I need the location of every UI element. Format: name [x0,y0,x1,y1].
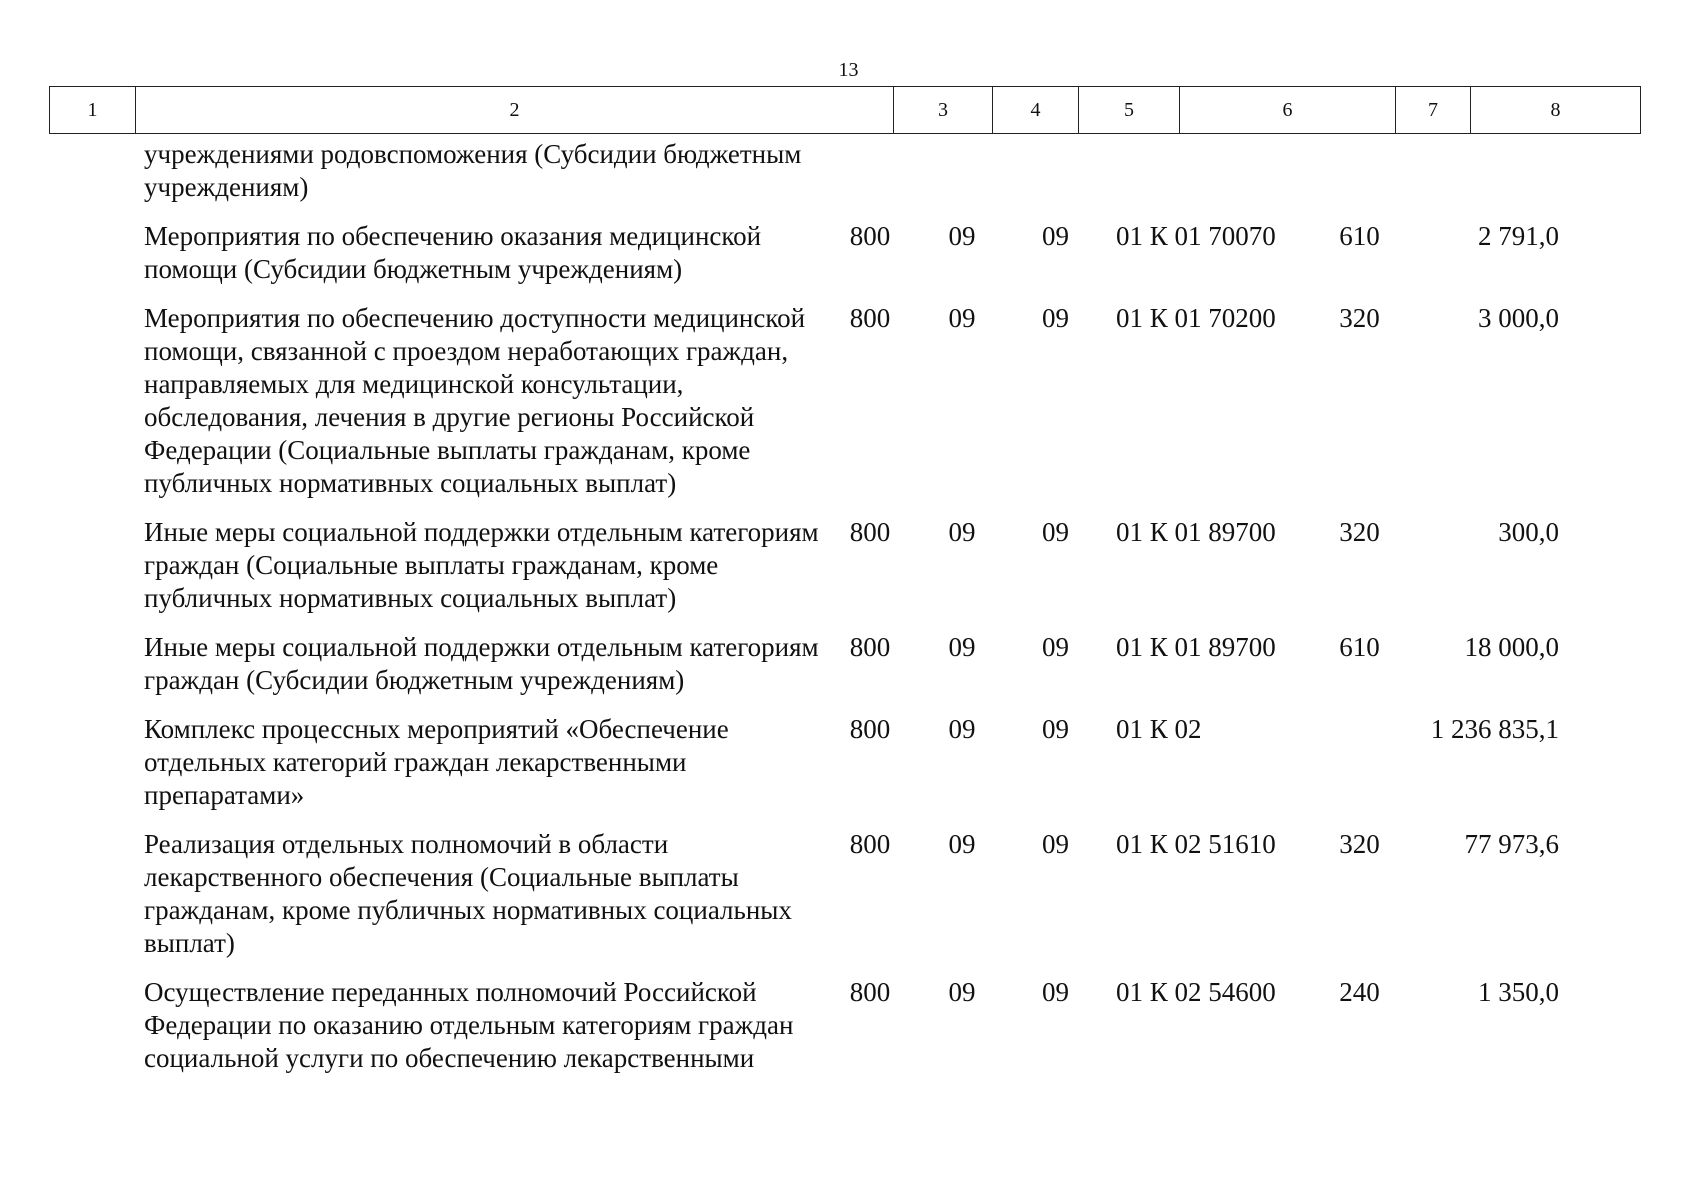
row-target-article [1106,138,1322,204]
row-section: 09 [948,977,976,1007]
row-description: учреждениями родовспоможения (Субсидии бюджетным учреждениям) [144,139,802,202]
table-row [49,220,1640,286]
row-ministry-code: 800 [849,517,891,547]
row-section [919,138,1005,204]
header-col-3: 3 [894,87,993,134]
row-description: Реализация отдельных полномочий в области лекарственного обеспечения (Социальные выплаты гражданам, кроме публичных нормативных социальных выплат) [144,829,792,958]
table-row [49,713,1640,812]
table-row [49,138,1640,204]
row-expense-type [1322,138,1397,204]
row-expense-type: 320 [1339,829,1380,859]
header-col-4: 4 [993,87,1079,134]
header-col-6: 6 [1180,87,1396,134]
table-row [49,631,1640,697]
row-expense-type: 610 [1339,632,1380,662]
table-row [49,976,1640,1075]
row-description: Мероприятия по обеспечению доступности медицинской помощи, связанной с проездом неработающих граждан, направляемых для медицинской консультации, обследования, лечения в другие регионы Российской Федерации (Социальные выплаты гражданам, кроме публичных нормативных социальных выплат) [144,303,806,498]
row-expense-type: 610 [1339,221,1380,251]
row-description: Мероприятия по обеспечению оказания медицинской помощи (Субсидии бюджетным учреждениям) [144,221,762,284]
row-section: 09 [948,221,976,251]
row-ministry-code: 800 [849,632,891,662]
row-ministry-code [821,138,919,204]
row-amount: 300,0 [1498,517,1559,547]
row-section: 09 [948,829,976,859]
row-subsection: 09 [1042,714,1069,744]
row-amount: 1 236 835,1 [1430,714,1559,744]
row-amount: 2 791,0 [1478,221,1559,251]
header-col-1: 1 [50,87,136,134]
row-subsection: 09 [1042,517,1069,547]
page-number: 13 [838,59,859,81]
row-expense-type: 320 [1339,303,1380,333]
row-description: Осуществление переданных полномочий Российской Федерации по оказанию отдельным категориям граждан социальной услуги по обеспечению лекарственными [144,977,794,1073]
row-target-article: 01 К 01 70070 [1116,221,1276,251]
header-col-5: 5 [1079,87,1180,134]
row-amount: 1 350,0 [1478,977,1559,1007]
row-description: Иные меры социальной поддержки отдельным категориям граждан (Социальные выплаты гражданам, кроме публичных нормативных социальных выплат) [144,517,819,613]
row-amount: 3 000,0 [1478,303,1559,333]
row-expense-type: 320 [1339,517,1380,547]
row-target-article: 01 К 01 70200 [1116,303,1276,333]
row-ministry-code: 800 [849,714,891,744]
row-amount: 18 000,0 [1464,632,1559,662]
row-target-article: 01 К 02 51610 [1116,829,1276,859]
row-expense-type [1322,713,1397,812]
row-expense-type: 240 [1339,977,1380,1007]
header-col-7: 7 [1396,87,1471,134]
row-section: 09 [948,632,976,662]
row-subsection: 09 [1042,829,1069,859]
row-section: 09 [948,303,976,333]
table-row [49,302,1640,500]
row-subsection: 09 [1042,221,1069,251]
row-ministry-code: 800 [849,221,891,251]
row-description: Иные меры социальной поддержки отдельным категориям граждан (Субсидии бюджетным учреждениям) [144,632,819,695]
column-number-header [49,86,1641,134]
row-subsection: 09 [1042,303,1069,333]
header-col-8: 8 [1471,87,1641,134]
row-target-article: 01 К 01 89700 [1116,632,1276,662]
row-description: Комплекс процессных мероприятий «Обеспечение отдельных категорий граждан лекарственными препаратами» [144,714,729,810]
row-ministry-code: 800 [849,829,891,859]
header-row [50,87,1641,134]
table-row [49,828,1640,960]
row-target-article: 01 К 01 89700 [1116,517,1276,547]
row-target-article: 01 К 02 [1116,714,1202,744]
row-subsection [1005,138,1106,204]
row-section: 09 [948,517,976,547]
budget-table-body [49,138,1640,1075]
row-ministry-code: 800 [849,303,891,333]
row-section: 09 [948,714,976,744]
row-amount [1397,138,1567,204]
row-amount: 77 973,6 [1464,829,1559,859]
row-subsection: 09 [1042,632,1069,662]
row-subsection: 09 [1042,977,1069,1007]
table-row [49,516,1640,615]
row-ministry-code: 800 [849,977,891,1007]
row-target-article: 01 К 02 54600 [1116,977,1276,1007]
header-col-2: 2 [136,87,894,134]
